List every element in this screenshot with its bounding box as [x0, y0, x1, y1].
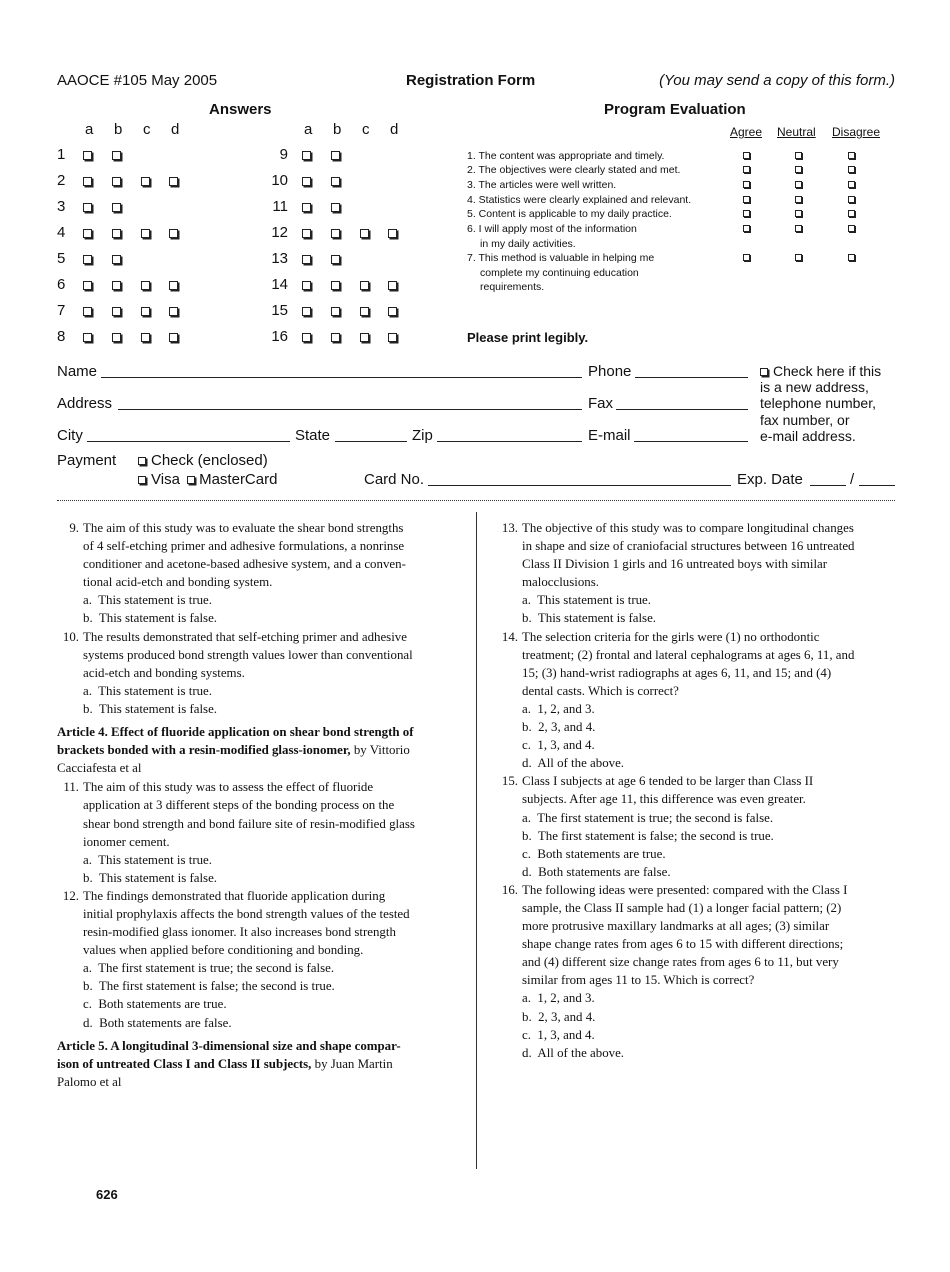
question-number: 13. [501, 521, 518, 535]
visa-label: Visa [151, 471, 180, 488]
question-text: acid-etch and bonding systems. [83, 665, 245, 680]
question-number: 9. [69, 521, 79, 535]
question-option: b. This statement is false. [522, 611, 657, 626]
answer-checkbox[interactable] [83, 229, 92, 238]
question-option: a. 1, 2, and 3. [522, 701, 595, 716]
city-label: City [57, 427, 83, 444]
question-option: b. The first statement is false; the second is true. [522, 828, 774, 843]
email-label: E-mail [588, 427, 631, 444]
answer-number: 13 [271, 250, 288, 267]
check-label: Check (enclosed) [151, 452, 268, 469]
answer-checkbox[interactable] [331, 229, 340, 238]
answer-row [57, 328, 197, 348]
question-option: c. 1, 3, and 4. [522, 738, 595, 753]
answer-checkbox[interactable] [141, 281, 150, 290]
question-number: 14. [501, 629, 518, 644]
print-note: Please print legibly. [467, 330, 589, 345]
address-label: Address [57, 395, 113, 412]
evaluation-item [467, 178, 727, 193]
answers-title: Answers [209, 101, 272, 118]
evaluation-checkbox[interactable] [743, 152, 750, 159]
column-divider [476, 512, 477, 1169]
article-author-line: Palomo et al [57, 1074, 122, 1089]
question-number: 10. [62, 629, 79, 644]
question-text: conditioner and acetone-based adhesive system, and a conven- [83, 557, 406, 572]
evaluation-checkbox[interactable] [743, 166, 750, 173]
address-field[interactable] [118, 409, 582, 410]
answer-number: 10 [271, 172, 288, 189]
article-title-bold: ison of untreated Class I and Class II subjects, [57, 1056, 312, 1071]
question-text: subjects. After age 11, this difference was even greater. [522, 792, 806, 807]
note-line: e-mail address. [760, 427, 856, 444]
question-text: shape change rates from ages 6 to 15 with different directions; [522, 937, 844, 952]
evaluation-item [467, 149, 727, 164]
card-options [138, 471, 277, 488]
evaluation-checkbox[interactable] [795, 225, 802, 232]
answer-checkbox[interactable] [112, 229, 121, 238]
answer-checkbox[interactable] [141, 333, 150, 342]
evaluation-checkbox[interactable] [848, 152, 855, 159]
exp-slash: / [850, 471, 855, 488]
answer-number: 4 [57, 224, 66, 241]
answer-number: 16 [271, 328, 288, 345]
question-option: d. Both statements are false. [522, 864, 671, 879]
article-title-line: Article 4. Effect of fluoride application on shear bond strength of [57, 725, 414, 740]
question-text: Class II Division 1 girls and 16 untreated boys with similar [522, 557, 828, 572]
answer-row [57, 198, 197, 218]
answer-number: 14 [271, 276, 288, 293]
answer-row [262, 172, 402, 192]
evaluation-checkbox[interactable] [795, 152, 802, 159]
name-field[interactable] [101, 377, 582, 378]
answer-checkbox[interactable] [331, 151, 340, 160]
answer-number: 9 [279, 146, 288, 163]
check-option[interactable] [138, 452, 268, 469]
answer-row [57, 276, 197, 296]
question-option: b. 2, 3, and 4. [522, 1009, 596, 1024]
answer-number: 15 [271, 302, 288, 319]
answer-checkbox[interactable] [83, 177, 92, 186]
evaluation-item-text: 5. Content is applicable to my daily practice. [467, 208, 672, 220]
answer-checkbox[interactable] [83, 255, 92, 264]
question-text: The objective of this study was to compare longitudinal changes [522, 521, 854, 535]
evaluation-checkbox[interactable] [795, 166, 802, 173]
evaluation-checkbox[interactable] [848, 166, 855, 173]
evaluation-item [467, 193, 727, 208]
answer-checkbox[interactable] [331, 281, 340, 290]
question [57, 628, 457, 682]
payment-label: Payment [57, 452, 117, 469]
question-option: b. The first statement is false; the second is true. [83, 979, 335, 994]
question-text: The following ideas were presented: compared with the Class I [522, 882, 848, 897]
answer-checkbox[interactable] [112, 203, 121, 212]
question [496, 628, 896, 700]
answer-column-letter: b [333, 121, 342, 138]
answer-number: 6 [57, 276, 66, 293]
new-address-checkbox[interactable] [760, 368, 768, 376]
question-text: more protrusive maxillary landmarks at all ages; (3) similar [522, 919, 830, 934]
question-option: b. This statement is false. [83, 611, 218, 626]
question-text: The aim of this study was to evaluate the shear bond strengths [83, 521, 404, 535]
evaluation-item-text: in my daily activities. [480, 237, 576, 250]
answer-row [57, 146, 197, 166]
answer-checkbox[interactable] [169, 333, 178, 342]
zip-field[interactable] [437, 441, 582, 442]
question-option: c. Both statements are true. [83, 997, 227, 1012]
answer-number: 1 [57, 146, 66, 163]
answer-checkbox[interactable] [302, 255, 311, 264]
question-text: The selection criteria for the girls were (1) no orthodontic [522, 629, 820, 644]
answer-checkbox[interactable] [331, 255, 340, 264]
evaluation-item [467, 163, 727, 178]
answer-row [262, 224, 402, 244]
answer-number: 8 [57, 328, 66, 345]
question-option: a. The first statement is true; the second is false. [522, 810, 774, 825]
mastercard-checkbox[interactable] [187, 476, 195, 484]
answer-checkbox[interactable] [331, 177, 340, 186]
question [57, 778, 457, 850]
question-text: application at 3 different steps of the bonding process on the [83, 798, 395, 813]
question-option: a. This statement is true. [83, 852, 213, 867]
evaluation-checkbox[interactable] [795, 210, 802, 217]
question-option: a. 1, 2, and 3. [522, 991, 595, 1006]
answer-column-letter: a [85, 121, 94, 138]
phone-field[interactable] [635, 377, 748, 378]
header-right: (You may send a copy of this form.) [659, 72, 895, 89]
evaluation-checkbox[interactable] [848, 210, 855, 217]
question-text: values when applied before conditioning and bonding. [83, 943, 364, 958]
answer-checkbox[interactable] [360, 281, 369, 290]
answer-number: 3 [57, 198, 66, 215]
article-heading [57, 1037, 457, 1091]
answer-row [57, 172, 197, 192]
answer-checkbox[interactable] [302, 333, 311, 342]
scale-agree: Agree [730, 125, 763, 139]
question-text: The results demonstrated that self-etching primer and adhesive [83, 629, 407, 644]
answer-number: 11 [272, 198, 288, 215]
question-option: b. This statement is false. [83, 870, 218, 885]
question-option: d. Both statements are false. [83, 1015, 232, 1030]
answer-checkbox[interactable] [83, 151, 92, 160]
answer-row [262, 146, 402, 166]
answer-row [262, 276, 402, 296]
question-option: a. This statement is true. [522, 593, 652, 608]
question-text: tional acid-etch and bonding system. [83, 575, 273, 590]
answer-row [262, 250, 402, 270]
answer-number: 2 [57, 172, 66, 189]
answer-row [57, 224, 197, 244]
question [496, 772, 896, 808]
answer-checkbox[interactable] [360, 229, 369, 238]
exp-month-field[interactable] [810, 485, 846, 486]
evaluation-item [467, 222, 727, 251]
answer-checkbox[interactable] [112, 151, 121, 160]
answer-checkbox[interactable] [141, 229, 150, 238]
question-option: a. The first statement is true; the second is false. [83, 961, 335, 976]
question-option: b. 2, 3, and 4. [522, 720, 596, 735]
question-text: treatment; (2) frontal and lateral cephalograms at ages 6, 11, and [522, 647, 855, 662]
answer-column-letter: a [304, 121, 313, 138]
evaluation-checkbox[interactable] [743, 225, 750, 232]
question-text: in shape and size of craniofacial structures between 16 untreated [522, 539, 855, 554]
header-left: AAOCE #105 May 2005 [57, 72, 218, 89]
answer-checkbox[interactable] [360, 307, 369, 316]
evaluation-item-text: complete my continuing education [480, 266, 639, 279]
question-text: sample, the Class II sample had (1) a longer facial pattern; (2) [522, 900, 842, 915]
note-line: is a new address, [760, 379, 869, 396]
answer-column-letter: b [114, 121, 123, 138]
question-text: ionomer cement. [83, 834, 170, 849]
evaluation-item-text: 3. The articles were well written. [467, 179, 617, 191]
answer-checkbox[interactable] [112, 255, 121, 264]
question-text: of 4 self-etching primer and adhesive formulations, a nonrinse [83, 539, 405, 554]
zip-label: Zip [412, 427, 433, 444]
evaluation-checkbox[interactable] [848, 181, 855, 188]
answer-checkbox[interactable] [112, 281, 121, 290]
phone-label: Phone [588, 363, 632, 380]
question-option: a. This statement is true. [83, 593, 213, 608]
question [57, 519, 457, 591]
evaluation-item-text: requirements. [480, 281, 545, 294]
scale-neutral: Neutral [777, 125, 816, 139]
scale-disagree: Disagree [832, 125, 881, 139]
answer-row [57, 250, 197, 270]
question-option: d. All of the above. [522, 1045, 625, 1060]
question-text: resin-modified glass ionomer. It also increases bond strength [83, 925, 396, 940]
answer-checkbox[interactable] [169, 281, 178, 290]
answer-checkbox[interactable] [112, 177, 121, 186]
evaluation-item [467, 207, 727, 222]
question-text: shear bond strength and bond failure site of resin-modified glass [83, 816, 415, 831]
right-column [496, 519, 896, 1062]
evaluation-item-text: 4. Statistics were clearly explained and relevant. [467, 194, 692, 206]
question-number: 15. [501, 774, 518, 789]
question-option: c. 1, 3, and 4. [522, 1027, 595, 1042]
question-text: Class I subjects at age 6 tended to be larger than Class II [522, 774, 814, 789]
evaluation-checkbox[interactable] [848, 225, 855, 232]
answer-row [57, 302, 197, 322]
answer-row [262, 198, 402, 218]
question-text: initial prophylaxis affects the bond strength values of the tested [83, 906, 410, 921]
cut-line [57, 500, 895, 501]
answer-checkbox[interactable] [83, 203, 92, 212]
question [496, 519, 896, 591]
answer-checkbox[interactable] [302, 203, 311, 212]
answer-checkbox[interactable] [112, 307, 121, 316]
evaluation-item-text: 6. I will apply most of the information [467, 223, 637, 235]
answer-checkbox[interactable] [388, 307, 397, 316]
state-field[interactable] [335, 441, 407, 442]
answer-checkbox[interactable] [388, 229, 397, 238]
evaluation-checkbox[interactable] [848, 254, 855, 261]
answer-row [262, 302, 402, 322]
question-text: The aim of this study was to assess the effect of fluoride [83, 780, 374, 795]
question-text: malocclusions. [522, 575, 599, 590]
visa-checkbox[interactable] [138, 476, 146, 484]
answer-checkbox[interactable] [302, 281, 311, 290]
question-text: dental casts. Which is correct? [522, 683, 679, 698]
answer-checkbox[interactable] [169, 307, 178, 316]
question [57, 887, 457, 959]
answer-checkbox[interactable] [83, 333, 92, 342]
answer-checkbox[interactable] [83, 281, 92, 290]
article-title-bold: brackets bonded with a resin-modified glass-ionomer, [57, 743, 351, 758]
question-option: a. This statement is true. [83, 683, 213, 698]
question-number: 12. [62, 888, 79, 903]
article-author-line: Cacciafesta et al [57, 761, 142, 776]
left-column [57, 519, 457, 1092]
answer-checkbox[interactable] [302, 151, 311, 160]
answer-checkbox[interactable] [112, 333, 121, 342]
mastercard-label: MasterCard [199, 471, 278, 488]
question-number: 16. [501, 882, 518, 897]
answer-checkbox[interactable] [331, 333, 340, 342]
answer-row [262, 328, 402, 348]
fax-field[interactable] [616, 409, 748, 410]
note-line: Check here if this [773, 363, 882, 379]
evaluation-checkbox[interactable] [795, 254, 802, 261]
question-text: The findings demonstrated that fluoride application during [83, 888, 386, 903]
evaluation-item-text: 2. The objectives were clearly stated and met. [467, 164, 681, 176]
evaluation-item-text: 7. This method is valuable in helping me [467, 252, 655, 264]
article-title-line [57, 741, 457, 759]
note-line: telephone number, [760, 395, 876, 412]
question-option: c. Both statements are true. [522, 846, 666, 861]
evaluation-checkbox[interactable] [743, 196, 750, 203]
answer-checkbox[interactable] [169, 177, 178, 186]
evaluation-item [467, 251, 727, 295]
answer-checkbox[interactable] [169, 229, 178, 238]
answer-number: 7 [57, 302, 66, 319]
card-no-label: Card No. [364, 471, 425, 488]
question-text: similar from ages 11 to 15. Which is correct? [522, 973, 755, 988]
check-checkbox[interactable] [138, 457, 146, 465]
card-no-field[interactable] [428, 485, 731, 486]
city-field[interactable] [87, 441, 290, 442]
question-option: b. This statement is false. [83, 701, 218, 716]
question-text: 15; (3) hand-wrist radiographs at ages 6, 11, and 15; and (4) [522, 665, 832, 680]
answer-number: 12 [271, 224, 288, 241]
answer-checkbox[interactable] [331, 203, 340, 212]
answer-column-letter: c [362, 121, 370, 138]
evaluation-item-text: 1. The content was appropriate and timely. [467, 150, 665, 162]
evaluation-checkbox[interactable] [743, 254, 750, 261]
question-number: 11. [63, 780, 79, 795]
question-text: and (4) different size change rates from ages 6 to 11, but very [522, 955, 839, 970]
article-title-line [57, 1055, 457, 1073]
question-option: d. All of the above. [522, 756, 625, 771]
answer-column-letter: d [171, 121, 180, 138]
answer-checkbox[interactable] [388, 281, 397, 290]
exp-year-field[interactable] [859, 485, 895, 486]
state-label: State [295, 427, 331, 444]
name-label: Name [57, 363, 98, 380]
article-title-line: Article 5. A longitudinal 3-dimensional size and shape compar- [57, 1038, 401, 1053]
page-number: 626 [96, 1187, 118, 1202]
new-address-note [760, 363, 881, 444]
answer-checkbox[interactable] [302, 307, 311, 316]
answer-checkbox[interactable] [302, 229, 311, 238]
answer-column-letter: c [143, 121, 151, 138]
article-author: by Vittorio [350, 743, 410, 758]
question-text: systems produced bond strength values lower than conventional [83, 647, 413, 662]
evaluation-title: Program Evaluation [604, 101, 746, 118]
answer-column-letter: d [390, 121, 399, 138]
answer-checkbox[interactable] [360, 333, 369, 342]
article-author: by Juan Martin [311, 1056, 393, 1071]
evaluation-checkbox[interactable] [795, 181, 802, 188]
answer-checkbox[interactable] [331, 307, 340, 316]
exp-date-label: Exp. Date [737, 471, 803, 488]
answer-checkbox[interactable] [302, 177, 311, 186]
answer-checkbox[interactable] [141, 307, 150, 316]
question [496, 881, 896, 990]
email-field[interactable] [634, 441, 748, 442]
answer-checkbox[interactable] [141, 177, 150, 186]
evaluation-checkbox[interactable] [848, 196, 855, 203]
form-title: Registration Form [406, 72, 536, 89]
answer-checkbox[interactable] [388, 333, 397, 342]
evaluation-checkbox[interactable] [743, 210, 750, 217]
evaluation-checkbox[interactable] [743, 181, 750, 188]
answer-checkbox[interactable] [83, 307, 92, 316]
article-heading [57, 723, 457, 777]
note-line: fax number, or [760, 411, 850, 428]
answer-number: 5 [57, 250, 66, 267]
evaluation-checkbox[interactable] [795, 196, 802, 203]
fax-label: Fax [588, 395, 614, 412]
